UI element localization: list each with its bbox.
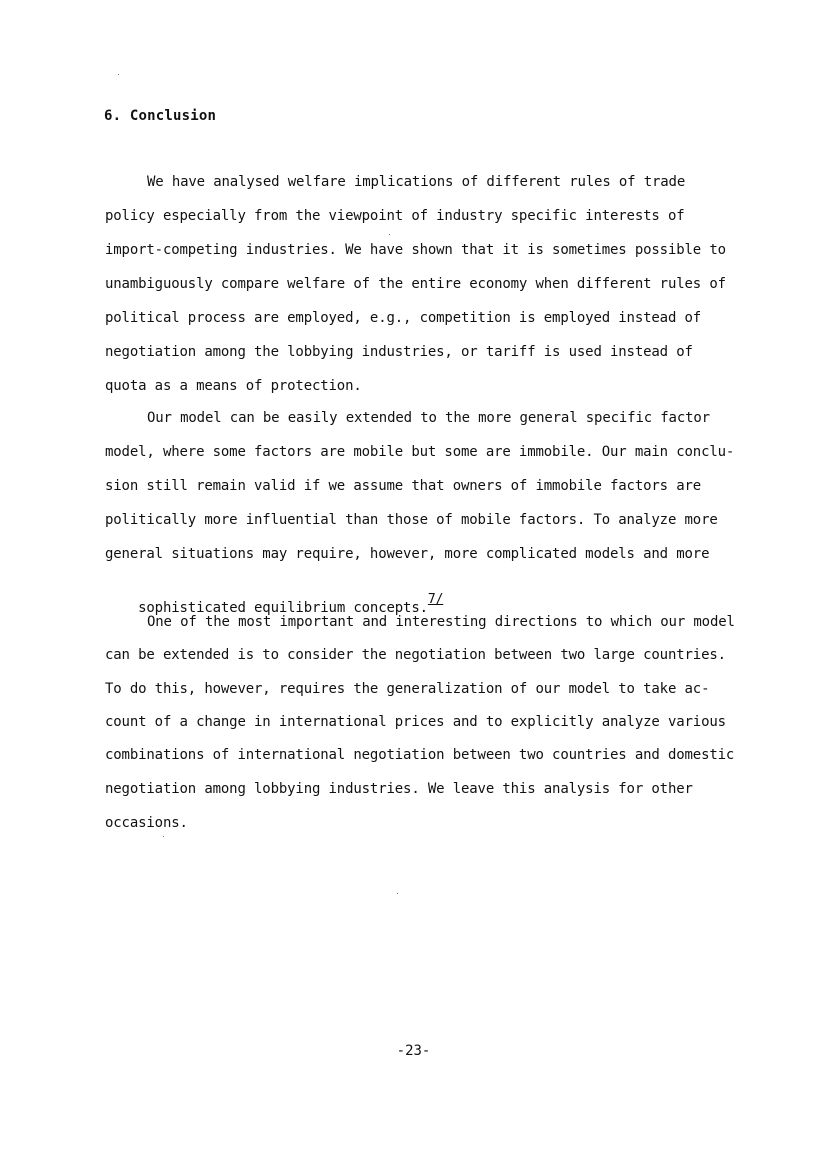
text-line: unambiguously compare welfare of the entire economy when different rules of [105, 276, 726, 292]
text-line: negotiation among lobbying industries. We leave this analysis for other [105, 781, 693, 797]
text-line: quota as a means of protection. [105, 378, 362, 394]
text-line: political process are employed, e.g., competition is employed instead of [105, 310, 702, 326]
text-line: can be extended is to consider the negotiation between two large countries. [105, 647, 726, 663]
text-line: count of a change in international prices and to explicitly analyze various [105, 714, 726, 730]
text-line: import-competing industries. We have shown that it is sometimes possible to [105, 242, 726, 258]
text-line: We have analysed welfare implications of different rules of trade [147, 174, 686, 190]
text-line: Our model can be easily extended to the more general specific factor [147, 410, 710, 426]
text-line: general situations may require, however, more complicated models and more [105, 546, 710, 562]
text-line: negotiation among the lobbying industries, or tariff is used instead of [105, 344, 693, 360]
text-line: policy especially from the viewpoint of industry specific interests of [105, 208, 685, 224]
text-line: sion still remain valid if we assume that owners of immobile factors are [105, 478, 702, 494]
scan-speck [397, 893, 398, 894]
scan-speck [389, 234, 390, 235]
text-line: combinations of international negotiation between two countries and domestic [105, 747, 735, 763]
text-line: occasions. [105, 815, 188, 831]
text-line: politically more influential than those of mobile factors. To analyze more [105, 512, 718, 528]
section-heading: 6. Conclusion [104, 108, 217, 124]
scan-speck [118, 74, 119, 75]
footnote-reference: 7/ [427, 592, 444, 607]
page-number: -23- [396, 1043, 431, 1059]
scan-speck [163, 836, 164, 837]
text-line: To do this, however, requires the generalization of our model to take ac- [105, 681, 710, 697]
text-line: model, where some factors are mobile but some are immobile. Our main conclu- [105, 444, 735, 460]
text-line-content: sophisticated equilibrium concepts. [138, 600, 428, 616]
text-line: One of the most important and interesting directions to which our model [147, 614, 735, 630]
